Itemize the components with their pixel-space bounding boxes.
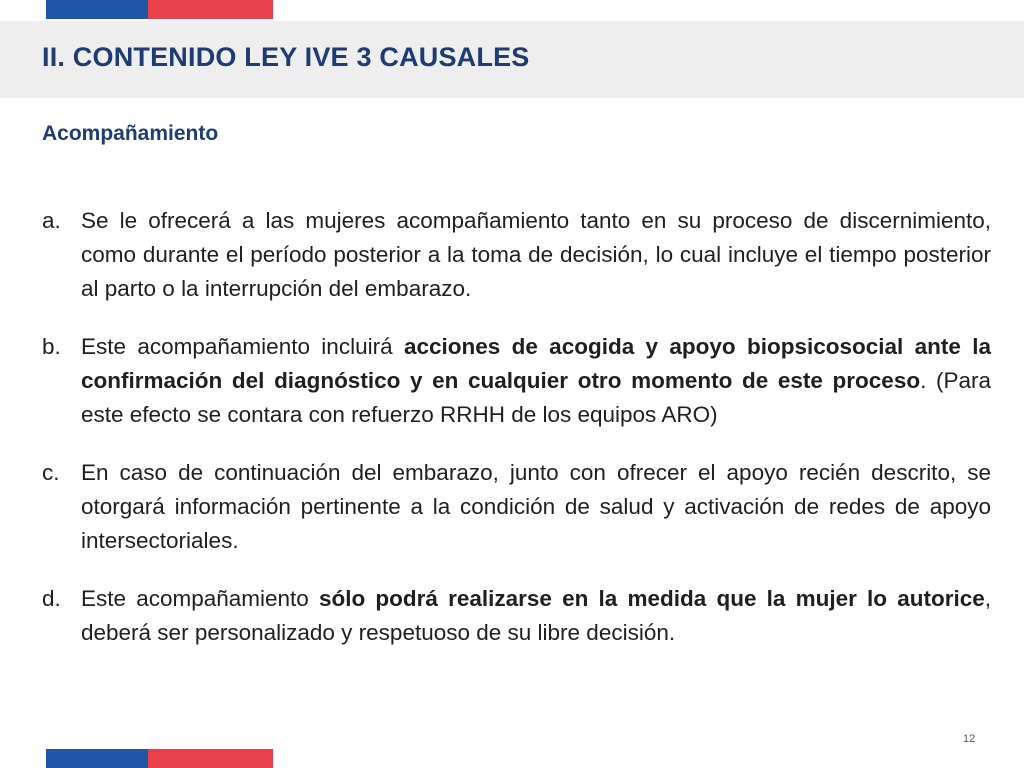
list-item: [42, 582, 991, 650]
item-text-run: En caso de continuación del embarazo, junto con ofrecer el apoyo recién descrito, se otorgará información pertinente a la condición de salud y activación de redes de apoyo intersectoriales.: [81, 460, 991, 553]
item-marker: a.: [42, 208, 61, 233]
item-text-run: Se le ofrecerá a las mujeres acompañamiento tanto en su proceso de discernimiento, como durante el período posterior a la toma de decisión, lo cual incluye el tiempo posterior al parto o la interrupción del embarazo.: [81, 208, 991, 301]
item-text-run: Este acompañamiento incluirá: [81, 334, 404, 359]
page-number: 12: [963, 733, 976, 745]
item-marker: b.: [42, 334, 61, 359]
item-text: [81, 582, 991, 650]
flag-stripe-bottom: [46, 749, 273, 768]
item-text-run: , deberá ser personalizado y respetuoso de su libre decisión.: [81, 586, 992, 645]
item-text: [81, 456, 991, 558]
item-text-run: Este acompañamiento: [81, 586, 319, 611]
item-list: [42, 204, 991, 674]
flag-stripe-red: [148, 0, 273, 19]
item-text-run: . (Para este efecto se contara con refuerzo RRHH de los equipos ARO): [81, 368, 991, 427]
item-text-bold: acciones de acogida y apoyo biopsicosocial ante la confirmación del diagnóstico y en cualquier otro momento de este proceso: [81, 334, 991, 393]
flag-stripe-top: [46, 0, 273, 19]
item-text-bold: sólo podrá realizarse en la medida que la mujer lo autorice: [319, 586, 985, 611]
list-item: [42, 204, 991, 306]
item-marker: d.: [42, 586, 61, 611]
item-text: [81, 204, 991, 306]
section-subtitle: Acompañamiento: [42, 122, 219, 145]
flag-stripe-red: [148, 749, 273, 768]
flag-stripe-blue: [46, 0, 148, 19]
list-item: [42, 330, 991, 432]
list-item: [42, 456, 991, 558]
item-marker: c.: [42, 460, 60, 485]
item-text: [81, 330, 991, 432]
slide-title: II. CONTENIDO LEY IVE 3 CAUSALES: [42, 42, 530, 72]
flag-stripe-blue: [46, 749, 148, 768]
